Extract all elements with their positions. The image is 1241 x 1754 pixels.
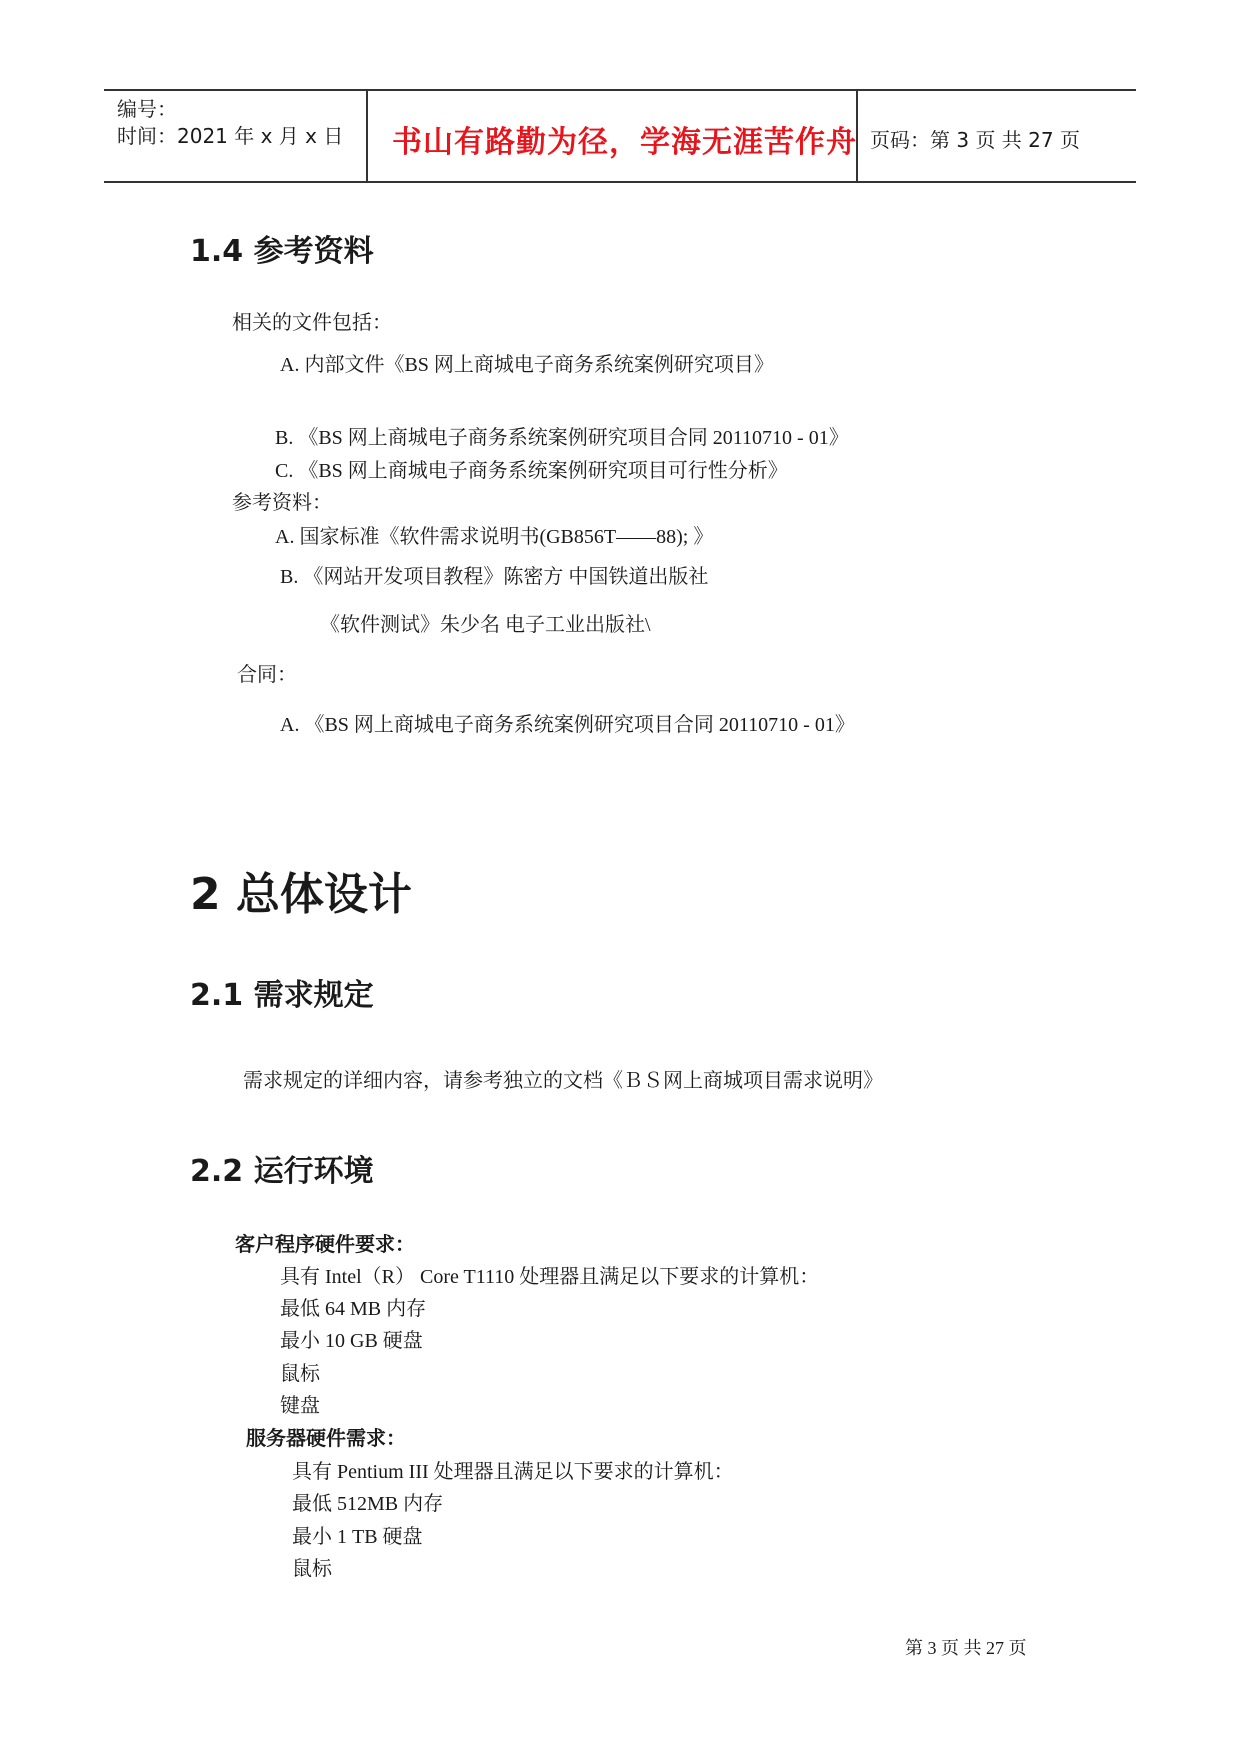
list-item: 鼠标: [292, 1558, 332, 1580]
list-item: 最小 10 GB 硬盘: [280, 1330, 423, 1352]
section-title: 2.1 需求规定: [190, 978, 374, 1013]
list-item: 最低 64 MB 内存: [280, 1298, 427, 1320]
header-page-label: 页码：第 3 页 共 27 页: [870, 128, 1080, 152]
header-top-rule: [104, 89, 1136, 91]
list-item: 鼠标: [280, 1363, 320, 1385]
list-item: C. 《BS 网上商城电子商务系统案例研究项目可行性分析》: [275, 460, 788, 482]
list-item: B. 《网站开发项目教程》陈密方 中国铁道出版社: [280, 566, 709, 588]
server-hardware-label: 服务器硬件需求：: [246, 1426, 406, 1450]
client-hardware-label: 客户程序硬件要求：: [235, 1232, 415, 1256]
section-title: 1.4 参考资料: [190, 234, 374, 269]
references-label: 参考资料：: [232, 490, 332, 514]
list-item: 键盘: [280, 1395, 320, 1417]
list-item: 最低 512MB 内存: [292, 1493, 444, 1515]
header-divider-left: [366, 89, 368, 183]
header-bottom-rule: [104, 181, 1136, 183]
header-motto: 书山有路勤为径，学海无涯苦作舟: [392, 125, 857, 160]
list-item: 具有 Pentium III 处理器且满足以下要求的计算机：: [292, 1461, 734, 1483]
list-item: 《软件测试》朱少名 电子工业出版社\: [320, 614, 651, 636]
related-files-label: 相关的文件包括：: [232, 310, 392, 334]
chapter-title: 2 总体设计: [190, 869, 412, 920]
list-item: A. 内部文件《BS 网上商城电子商务系统案例研究项目》: [280, 354, 774, 376]
list-item: 最小 1 TB 硬盘: [292, 1526, 423, 1548]
section-title: 2.2 运行环境: [190, 1154, 374, 1189]
list-item: B. 《BS 网上商城电子商务系统案例研究项目合同 20110710 - 01》: [275, 427, 849, 449]
paragraph: 需求规定的详细内容，请参考独立的文档《ＢＳ网上商城项目需求说明》: [243, 1068, 883, 1092]
header-time-label: 时间：2021 年 x 月 x 日: [117, 124, 344, 148]
list-item: 具有 Intel（R） Core T1110 处理器且满足以下要求的计算机：: [280, 1266, 820, 1288]
page-footer: 第 3 页 共 27 页: [905, 1638, 1027, 1658]
contract-label: 合同：: [237, 662, 297, 686]
header-number-label: 编号：: [117, 97, 177, 121]
list-item: A. 《BS 网上商城电子商务系统案例研究项目合同 20110710 - 01》: [280, 714, 855, 736]
list-item: A. 国家标准《软件需求说明书(GB856T——88); 》: [275, 526, 714, 548]
